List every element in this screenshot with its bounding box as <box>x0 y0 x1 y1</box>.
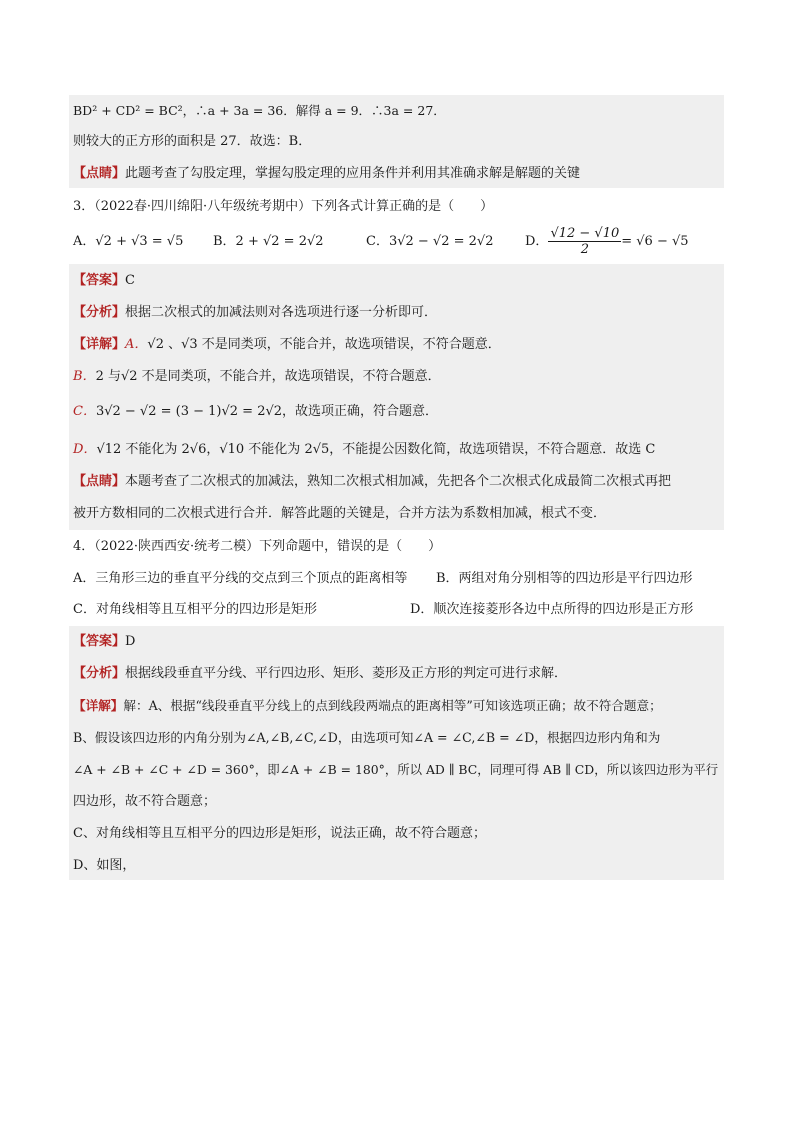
detail-text-4: 四边形，故不符合题意； <box>73 794 217 809</box>
detail-b-label: B． <box>73 369 96 384</box>
answer-tag: 【答案】 <box>73 634 126 649</box>
dianjing-tag: 【点睛】 <box>73 474 126 489</box>
detail-d-label: D． <box>73 442 97 457</box>
detail-a-text: √2 、√3 不是同类项，不能合并，故选项错误，不符合题意． <box>147 337 501 352</box>
q4-option-c <box>73 601 317 619</box>
q4-detail-line-1 <box>73 697 723 715</box>
detail-text-2: B、假设该四边形的内角分别为∠A,∠B,∠C,∠D，由选项可知∠A = ∠C,∠B = ∠D，根据四边形内角和为 <box>73 730 661 745</box>
answer-tag: 【答案】 <box>73 273 126 288</box>
q4-detail-line-3 <box>73 761 723 779</box>
detail-b-text: 2 与√2 不是同类项，不能合并，故选项错误，不符合题意． <box>95 369 441 384</box>
fraction-denominator: 2 <box>580 242 589 257</box>
dianjing-tag: 【点睛】 <box>73 166 126 181</box>
q3-option-d-label: D． <box>525 234 549 249</box>
q4-detail-line-6 <box>73 857 723 875</box>
q4-option-b-text: B．两组对角分别相等的四边形是平行四边形 <box>436 571 693 586</box>
q3-option-b-text: B．2 + √2 = 2√2 <box>213 234 324 249</box>
q3-analysis-line <box>73 304 723 322</box>
detail-a-label: A． <box>125 337 148 352</box>
q3-option-c <box>366 233 493 251</box>
q4-option-c-text: C．对角线相等且互相平分的四边形是矩形 <box>73 602 317 617</box>
q4-option-b <box>436 570 693 588</box>
q3-detail-d <box>73 441 723 459</box>
q3-detail-c <box>73 403 723 421</box>
dianjing-text-2: 被开方数相同的二次根式进行合并．解答此题的关键是，合并方法为系数相加减，根式不变． <box>73 506 607 521</box>
q3-detail-b <box>73 368 723 386</box>
answer-text: D <box>125 634 136 649</box>
detail-tag: 【详解】 <box>73 698 124 713</box>
q4-option-a <box>73 570 407 588</box>
analysis-tag: 【分析】 <box>73 305 126 320</box>
analysis-tag: 【分析】 <box>73 666 126 681</box>
detail-text-3: ∠A + ∠B + ∠C + ∠D = 360°，即∠A + ∠B = 180°，所以 AD ∥ BC，同理可得 AB ∥ CD，所以该四边形为平行 <box>73 762 719 777</box>
q3-detail-a <box>73 336 723 354</box>
q4-option-a-text: A．三角形三边的垂直平分线的交点到三个顶点的距离相等 <box>73 571 408 586</box>
q4-detail-line-4 <box>73 793 723 811</box>
question-3-text: 3．（2022春·四川绵阳·八年级统考期中）下列各式计算正确的是（ ） <box>73 199 494 214</box>
q3-option-a-text: A．√2 + √3 = √5 <box>73 234 184 249</box>
q4-analysis-line <box>73 665 723 683</box>
q4-option-d-text: D．顺次连接菱形各边中点所得的四边形是正方形 <box>410 602 694 617</box>
q3-option-a <box>73 233 183 251</box>
fraction-numerator: √12 − √10 <box>550 226 620 241</box>
detail-text-6: D、如图， <box>73 858 136 873</box>
equation-text: BD² + CD² = BC²，∴a + 3a = 36．解得 a = 9．∴3a = 27． <box>73 103 446 118</box>
dianjing-line-top <box>73 165 723 183</box>
detail-c-text: 3√2 − √2 = (3 − 1)√2 = 2√2，故选项正确，符合题意． <box>95 404 439 419</box>
q4-detail-line-2 <box>73 729 723 747</box>
q3-option-d-fraction <box>548 226 621 257</box>
analysis-text: 根据线段垂直平分线、平行四边形、矩形、菱形及正方形的判定可进行求解． <box>125 666 568 681</box>
q3-dianjing-line-2 <box>73 505 723 523</box>
q3-option-b <box>213 233 324 251</box>
q4-option-d <box>410 601 693 619</box>
question-4-stem <box>73 538 723 556</box>
q3-option-d <box>525 226 689 257</box>
detail-text-5: C、对角线相等且互相平分的四边形是矩形，说法正确，故不符合题意； <box>73 826 486 841</box>
q4-detail-line-5 <box>73 825 723 843</box>
q3-answer-line <box>73 272 723 290</box>
solution-line-2 <box>73 133 723 151</box>
answer-text: C <box>125 273 135 288</box>
question-3-stem <box>73 198 723 216</box>
q3-option-d-rhs: = √6 − √5 <box>621 234 689 249</box>
dianjing-text-1: 本题考查了二次根式的加减法，熟知二次根式相加减，先把各个二次根式化成最简二次根式再把 <box>125 474 672 489</box>
dianjing-text: 此题考查了勾股定理，掌握勾股定理的应用条件并利用其准确求解是解题的关键 <box>125 166 581 181</box>
conclusion-text: 则较大的正方形的面积是 27．故选：B． <box>73 134 312 149</box>
detail-c-label: C． <box>73 404 96 419</box>
q4-answer-line <box>73 633 723 651</box>
solution-line-1 <box>73 102 723 120</box>
q3-dianjing-line-1 <box>73 473 723 491</box>
analysis-text: 根据二次根式的加减法则对各选项进行逐一分析即可． <box>125 305 438 320</box>
q3-option-c-text: C．3√2 − √2 = 2√2 <box>366 234 494 249</box>
detail-tag: 【详解】 <box>73 337 126 352</box>
detail-d-text: √12 不能化为 2√6，√10 不能化为 2√5，不能提公因数化简，故选项错误，不符合题意．故选 C <box>96 442 656 457</box>
detail-text-1: 解：A、根据“线段垂直平分线上的点到线段两端点的距离相等”可知该选项正确；故不符合题意； <box>123 698 662 713</box>
question-4-text: 4．（2022·陕西西安·统考二模）下列命题中，错误的是（ ） <box>73 539 442 554</box>
